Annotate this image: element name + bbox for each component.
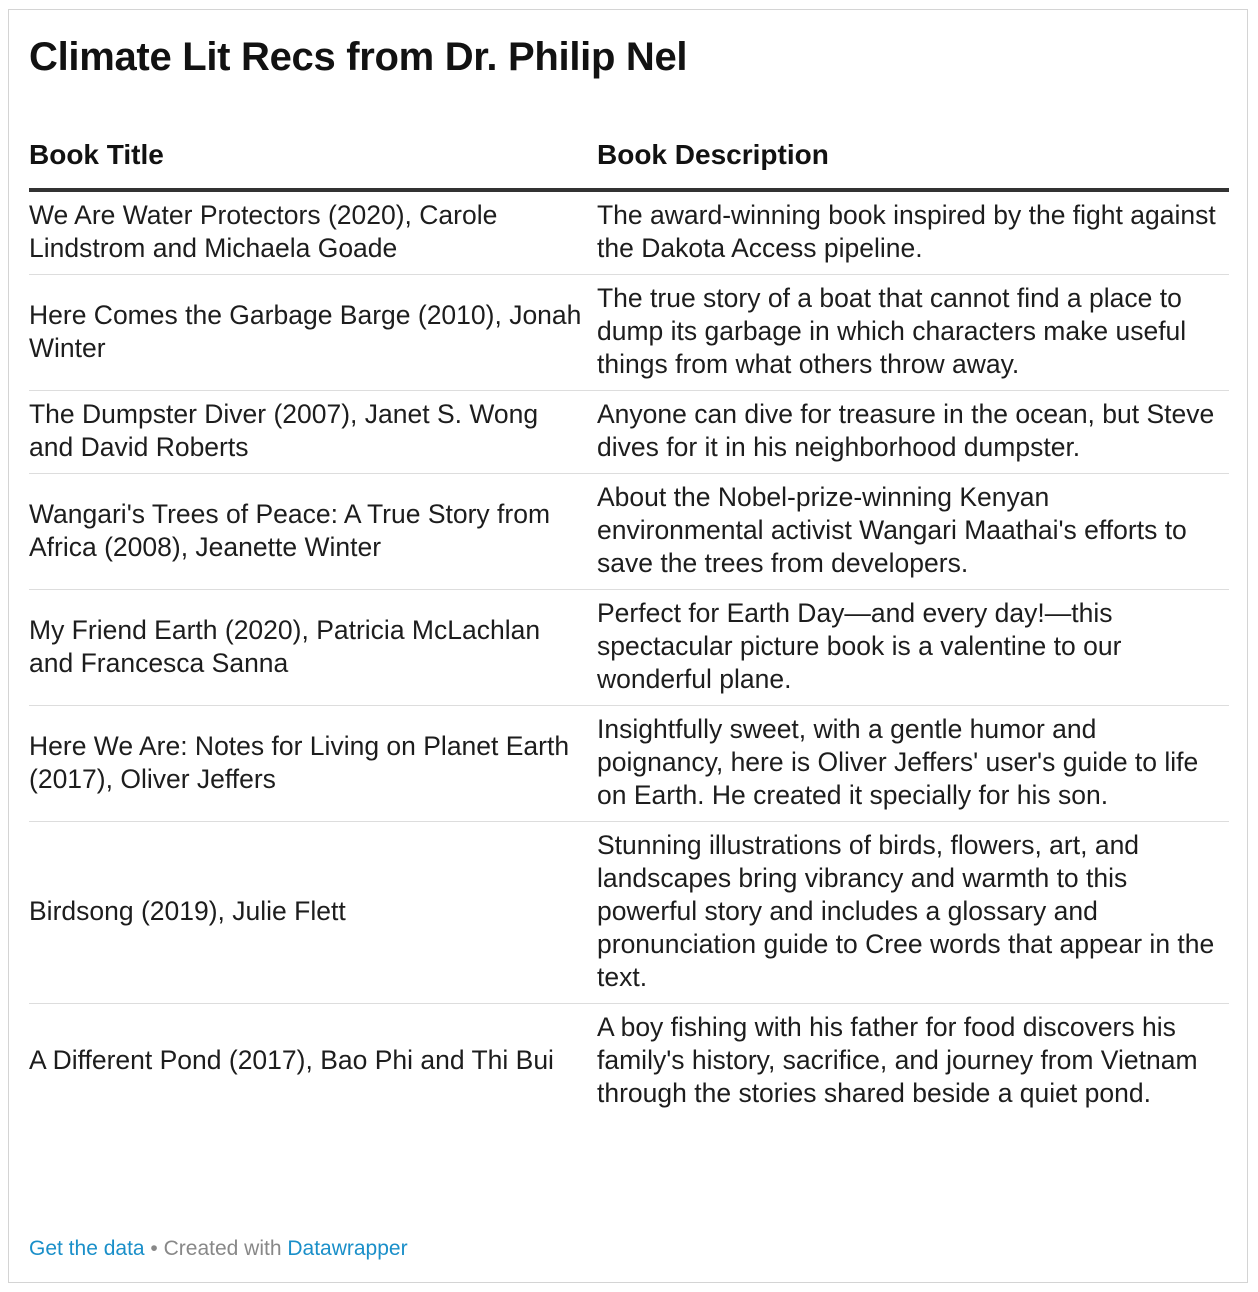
book-title-cell: A Different Pond (2017), Bao Phi and Thi Bui <box>29 1045 554 1075</box>
column-header-book-title[interactable]: Book Title <box>29 131 597 190</box>
book-description-cell: Insightfully sweet, with a gentle humor and poignancy, here is Oliver Jeffers' user's guide to life on Earth. He created it specially for his son. <box>597 706 1229 822</box>
get-the-data-link[interactable]: Get the data <box>29 1237 145 1260</box>
book-title-cell: My Friend Earth (2020), Patricia McLachlan and Francesca Sanna <box>29 590 597 706</box>
book-title-cell: Here We Are: Notes for Living on Planet Earth (2017), Oliver Jeffers <box>29 706 597 822</box>
column-header-book-description[interactable]: Book Description <box>597 131 1229 190</box>
table-row <box>29 391 1229 474</box>
book-title-cell: Wangari's Trees of Peace: A True Story from Africa (2008), Jeanette Winter <box>29 474 597 590</box>
book-description-cell: The true story of a boat that cannot find a place to dump its garbage in which characters make useful things from what others throw away. <box>597 275 1229 391</box>
table-row <box>29 1004 1229 1120</box>
table-row <box>29 822 1229 1004</box>
table-row <box>29 474 1229 590</box>
books-table <box>29 131 1229 1119</box>
book-description-cell: A boy fishing with his father for food discovers his family's history, sacrifice, and journey from Vietnam through the stories shared beside a quiet pond. <box>597 1012 1198 1108</box>
page-title: Climate Lit Recs from Dr. Philip Nel <box>29 35 688 79</box>
book-title-cell: We Are Water Protectors (2020), Carole Lindstrom and Michaela Goade <box>29 190 597 275</box>
table-header-row <box>29 131 1229 190</box>
table-row <box>29 706 1229 822</box>
book-description-cell: About the Nobel-prize-winning Kenyan environmental activist Wangari Maathai's efforts to save the trees from developers. <box>597 474 1229 590</box>
footer <box>29 1236 408 1262</box>
book-description-cell: The award-winning book inspired by the fight against the Dakota Access pipeline. <box>597 190 1229 275</box>
footer-separator: • <box>144 1237 164 1260</box>
table-row <box>29 590 1229 706</box>
book-description-cell: Stunning illustrations of birds, flowers, art, and landscapes bring vibrancy and warmth to this powerful story and includes a glossary and pronunciation guide to Cree words that appear in the text. <box>597 822 1229 1004</box>
book-title-cell: The Dumpster Diver (2007), Janet S. Wong and David Roberts <box>29 391 597 474</box>
table-row <box>29 275 1229 391</box>
datawrapper-link[interactable]: Datawrapper <box>287 1237 408 1260</box>
book-title-cell: Birdsong (2019), Julie Flett <box>29 822 597 1004</box>
created-with-text: Created with <box>163 1237 288 1260</box>
book-description-cell: Anyone can dive for treasure in the ocean, but Steve dives for it in his neighborhood dumpster. <box>597 391 1229 474</box>
book-description-cell: Perfect for Earth Day—and every day!—this spectacular picture book is a valentine to our wonderful plane. <box>597 590 1229 706</box>
table-row <box>29 190 1229 275</box>
book-title-cell: Here Comes the Garbage Barge (2010), Jonah Winter <box>29 275 597 391</box>
